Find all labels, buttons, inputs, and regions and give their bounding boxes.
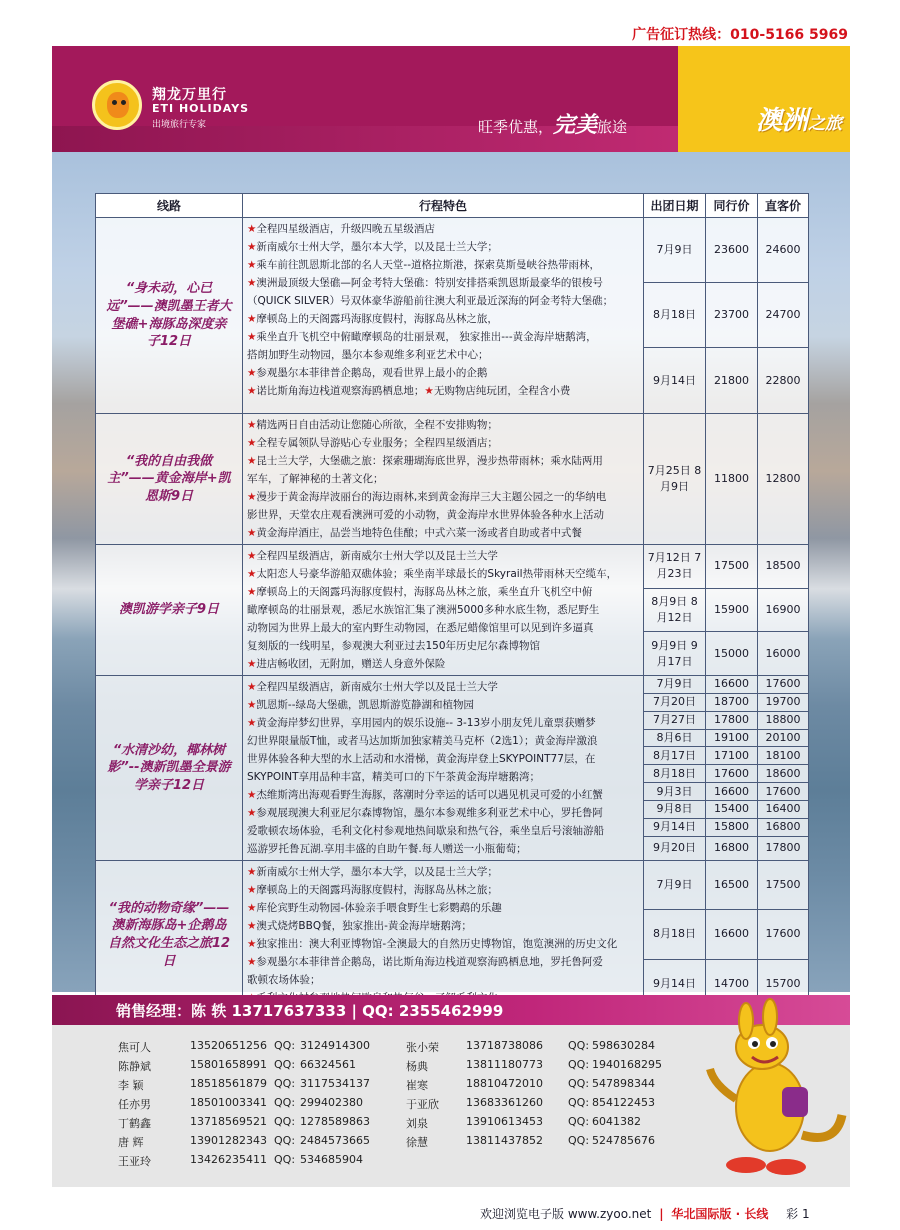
contact-phone: 15801658991 (190, 1058, 267, 1071)
contact-qq: 547898344 (592, 1077, 655, 1090)
feature-line: （QUICK SILVER）号双体豪华游船前往澳大利亚最近深海的阿金考特大堡礁； (247, 295, 614, 307)
contact-qq-label: QQ: (274, 1058, 296, 1071)
route-name: “水清沙幼，椰林树影”--澳新凯墨全景游学亲子12日 (96, 676, 243, 861)
direct-price: 16000 (758, 632, 809, 676)
table-row (96, 545, 809, 589)
route-name: 澳凯游学亲子9日 (96, 545, 243, 676)
header-direct-price: 直客价 (758, 194, 809, 218)
direct-price: 22800 (758, 348, 809, 414)
slogan-post: 旅途 (597, 118, 628, 136)
direct-price: 12800 (758, 414, 809, 545)
feature-line: ★昆士兰大学，大堡礁之旅：探索珊瑚海底世界，漫步热带雨林；乘水陆两用 (247, 455, 603, 467)
peer-price: 19100 (706, 729, 758, 747)
contact-qq: 524785676 (592, 1134, 655, 1147)
header-date: 出团日期 (644, 194, 706, 218)
contact-phone: 18501003341 (190, 1096, 267, 1109)
peer-price: 15900 (706, 588, 758, 632)
route-features (243, 545, 644, 676)
table-row (96, 218, 809, 283)
contact-name: 徐慧 (406, 1136, 428, 1149)
feature-line: ★参观墨尔本菲律普企鹅岛，观看世界上最小的企鹅 (247, 367, 488, 379)
slogan-big: 完美 (553, 113, 598, 138)
direct-price: 18100 (758, 747, 809, 765)
contact-qq-label: QQ: (568, 1134, 590, 1147)
departure-date: 9月3日 (644, 783, 706, 801)
ad-hotline: 广告征订热线：010-5166 5969 (632, 27, 848, 43)
direct-price: 17800 (758, 836, 809, 860)
feature-line: 军车，了解神秘的土著文化； (247, 473, 384, 485)
direct-price: 16900 (758, 588, 809, 632)
route-features (243, 676, 644, 861)
departure-date: 8月18日 (644, 283, 706, 348)
feature-line: 瞰摩顿岛的壮丽景观，悉尼水族馆汇集了澳洲5000多种水底生物，悉尼野生 (247, 604, 600, 616)
direct-price: 16800 (758, 818, 809, 836)
feature-line: ★杰维斯湾出海观看野生海豚，落潮时分幸运的话可以遇见机灵可爱的小红蟹 (247, 789, 603, 801)
feature-line: ★澳洲最顶级大堡礁—阿金考特大堡礁：特别安排搭乘凯恩斯最豪华的银梭号 (247, 277, 603, 289)
direct-price: 16400 (758, 801, 809, 819)
peer-price: 15800 (706, 818, 758, 836)
feature-line: ★诺比斯角海边栈道观察海鸥栖息地；★无购物店纯玩团，全程含小费 (247, 385, 571, 397)
table-header-row (96, 194, 809, 218)
direct-price: 24700 (758, 283, 809, 348)
contact-name: 唐 辉 (118, 1136, 144, 1149)
direct-price: 18800 (758, 711, 809, 729)
feature-line: ★漫步于黄金海岸波丽台的海边雨林,来到黄金海岸三大主题公园之一的华纳电 (247, 491, 607, 503)
feature-line: ★乘车前往凯恩斯北部的名人天堂--道格拉斯港，探索莫斯曼峡谷热带雨林， (247, 259, 600, 271)
peer-price: 16800 (706, 836, 758, 860)
feature-line: 动物园为世界上最大的室内野生动物园，在悉尼蜡像馆里可以见到许多逼真 (247, 622, 594, 634)
contact-name: 任亦男 (118, 1098, 151, 1111)
feature-line: 歌顿农场体验； (247, 974, 321, 986)
peer-price: 17800 (706, 711, 758, 729)
contact-phone: 13718738086 (466, 1039, 543, 1052)
contact-name: 陈静斌 (118, 1060, 151, 1073)
footer-browse: 欢迎浏览电子版 www.zyoo.net (480, 1207, 652, 1221)
peer-price: 17100 (706, 747, 758, 765)
contact-qq-label: QQ: (274, 1039, 296, 1052)
contact-qq-label: QQ: (274, 1115, 296, 1128)
contact-phone: 18810472010 (466, 1077, 543, 1090)
contact-qq: 1940168295 (592, 1058, 662, 1071)
peer-price: 16600 (706, 676, 758, 694)
direct-price: 20100 (758, 729, 809, 747)
peer-price: 21800 (706, 348, 758, 414)
brand-name-cn: 翔龙万里行 (152, 87, 227, 103)
feature-line: 搭朗加野生动物园，墨尔本参观维多利亚艺术中心； (247, 349, 489, 361)
feature-line: ★全程四星级酒店，升级四晚五星级酒店 (247, 223, 435, 235)
feature-line: 爱歌顿农场体验，毛利文化村参观地热间歇泉和热气谷，乘坐皇后号滚轴游船 (247, 825, 604, 837)
header-features: 行程特色 (243, 194, 644, 218)
contact-qq: 6041382 (592, 1115, 641, 1128)
departure-date: 7月9日 (644, 218, 706, 283)
header-peer-price: 同行价 (706, 194, 758, 218)
contact-name: 王亚玲 (118, 1155, 151, 1168)
departure-date: 8月9日 8月12日 (644, 588, 706, 632)
departure-date: 7月9日 (644, 861, 706, 910)
departure-date: 8月18日 (644, 910, 706, 959)
feature-line: ★太阳恋人号豪华游船双礁体验；乘坐南半球最长的Skyrail热带雨林天空缆车， (247, 568, 618, 580)
contact-name: 崔寒 (406, 1079, 428, 1092)
slogan (478, 108, 627, 139)
feature-line: ★全程四星级酒店，新南威尔士州大学以及昆士兰大学 (247, 681, 498, 693)
peer-price: 15400 (706, 801, 758, 819)
feature-line: ★全程四星级酒店，新南威尔士州大学以及昆士兰大学 (247, 550, 498, 562)
feature-line: ★黄金海岸酒庄，品尝当地特色佳酿；中式六菜一汤或者自助或者中式餐 (247, 527, 582, 539)
kangaroo-mascot-icon (674, 995, 850, 1187)
feature-line: ★库伦宾野生动物园-体验亲手喂食野生七彩鹦鹉的乐趣 (247, 902, 502, 914)
contact-qq: 534685904 (300, 1153, 363, 1166)
feature-line: ★新南威尔士州大学，墨尔本大学，以及昆士兰大学； (247, 241, 498, 253)
contact-name: 李 颖 (118, 1079, 144, 1092)
contact-qq: 3124914300 (300, 1039, 370, 1052)
footer-edition: 华北国际版 · 长线 (671, 1207, 769, 1221)
departure-date: 8月18日 (644, 765, 706, 783)
direct-price: 24600 (758, 218, 809, 283)
direct-price: 17600 (758, 910, 809, 959)
trip-title-main: 澳洲 (755, 106, 808, 136)
brand-name-en: ETI HOLIDAYS (152, 102, 250, 115)
departure-date: 7月25日 8月9日 (644, 414, 706, 545)
feature-line: 世界体验各种大型的水上活动和水滑梯，黄金海岸登上SKYPOINT77层，在 (247, 753, 596, 765)
contact-phone: 13811437852 (466, 1134, 543, 1147)
contact-qq-label: QQ: (568, 1096, 590, 1109)
contact-qq-label: QQ: (568, 1039, 590, 1052)
feature-line: ★摩顿岛上的天阁露玛海豚度假村，海豚岛丛林之旅，乘坐直升飞机空中俯 (247, 586, 593, 598)
feature-line: ★澳式烧烤BBQ餐，独家推出-黄金海岸塘鹅湾； (247, 920, 472, 932)
peer-price: 18700 (706, 693, 758, 711)
feature-line: ★参观展现澳大利亚尼尔森博物馆，墨尔本参观维多利亚艺术中心，罗托鲁阿 (247, 807, 603, 819)
contact-phone: 13811180773 (466, 1058, 543, 1071)
contact-qq-label: QQ: (274, 1134, 296, 1147)
trip-title (756, 100, 842, 137)
contact-qq: 2484573665 (300, 1134, 370, 1147)
contact-qq-label: QQ: (274, 1153, 296, 1166)
itinerary-table (95, 193, 809, 1010)
contact-qq-label: QQ: (274, 1096, 296, 1109)
feature-line: ★参观墨尔本菲律普企鹅岛，诺比斯角海边栈道观察海鸥栖息地，罗托鲁阿爱 (247, 956, 603, 968)
departure-date: 8月6日 (644, 729, 706, 747)
contact-phone: 13520651256 (190, 1039, 267, 1052)
departure-date: 9月14日 (644, 959, 706, 1009)
table-row (96, 861, 809, 910)
feature-line: ★摩顿岛上的天阁露玛海豚度假村，海豚岛丛林之旅； (247, 884, 498, 896)
route-name: “身未动，心已远”——澳凯墨王者大堡礁+海豚岛深度亲子12日 (96, 218, 243, 414)
contact-name: 丁鹤鑫 (118, 1117, 151, 1130)
contact-name: 刘泉 (406, 1117, 428, 1130)
departure-date: 9月14日 (644, 348, 706, 414)
footer (480, 1205, 810, 1222)
feature-line: 巡游罗托鲁瓦湖.享用丰盛的自助午餐.每人赠送一小瓶葡萄； (247, 843, 527, 855)
departure-date: 9月20日 (644, 836, 706, 860)
route-features (243, 414, 644, 545)
contact-qq-label: QQ: (568, 1115, 590, 1128)
route-name: “我的自由我做主”——黄金海岸+凯恩斯9日 (96, 414, 243, 545)
direct-price: 17600 (758, 783, 809, 801)
feature-line: ★摩顿岛上的天阁露玛海豚度假村，海豚岛丛林之旅， (247, 313, 498, 325)
contact-qq-label: QQ: (568, 1077, 590, 1090)
departure-date: 9月8日 (644, 801, 706, 819)
trip-title-suffix: 之旅 (808, 114, 842, 134)
feature-line: ★精选两日自由活动让您随心所欲，全程不安排购物； (247, 419, 498, 431)
peer-price: 17600 (706, 765, 758, 783)
route-features (243, 218, 644, 414)
direct-price: 18500 (758, 545, 809, 589)
peer-price: 11800 (706, 414, 758, 545)
peer-price: 17500 (706, 545, 758, 589)
feature-line: 复刻版的一线明星，参观澳大利亚过去150年历史尼尔森博物馆 (247, 640, 541, 652)
contact-phone: 13901282343 (190, 1134, 267, 1147)
direct-price: 17600 (758, 676, 809, 694)
direct-price: 19700 (758, 693, 809, 711)
feature-line: ★乘坐直升飞机空中俯瞰摩顿岛的壮丽景观， 独家推出---黄金海岸塘鹅湾， (247, 331, 597, 343)
feature-line: ★全程专属领队导游贴心专业服务；全程四星级酒店； (247, 437, 498, 449)
contact-qq: 66324561 (300, 1058, 356, 1071)
peer-price: 23700 (706, 283, 758, 348)
peer-price: 23600 (706, 218, 758, 283)
departure-date: 7月27日 (644, 711, 706, 729)
contact-qq: 3117534137 (300, 1077, 370, 1090)
direct-price: 18600 (758, 765, 809, 783)
header-route: 线路 (96, 194, 243, 218)
departure-date: 7月20日 (644, 693, 706, 711)
feature-line: SKYPOINT享用品种丰富，精美可口的下午茶黄金海岸塘鹅湾； (247, 771, 541, 783)
peer-price: 16600 (706, 783, 758, 801)
contact-name: 张小荣 (406, 1041, 439, 1054)
table-row (96, 676, 809, 694)
footer-page: 彩 1 (786, 1207, 810, 1221)
kangaroo-logo-icon (92, 80, 142, 130)
peer-price: 14700 (706, 959, 758, 1009)
departure-date: 9月14日 (644, 818, 706, 836)
feature-line: ★黄金海岸梦幻世界，享用园内的娱乐设施-- 3-13岁小朋友凭儿童票获赠梦 (247, 717, 596, 729)
contact-phone: 13426235411 (190, 1153, 267, 1166)
feature-line: ★进店畅收团，无附加，赠送人身意外保险 (247, 658, 446, 670)
feature-line: 幻世界限量版T恤，或者马达加斯加独家精美马克杯（2选1）；黄金海岸激浪 (247, 735, 598, 747)
feature-line: ★凯恩斯--绿岛大堡礁，凯恩斯游览静湖和植物园 (247, 699, 474, 711)
contact-qq: 299402380 (300, 1096, 363, 1109)
peer-price: 16600 (706, 910, 758, 959)
feature-line: ★独家推出：澳大利亚博物馆-全澳最大的自然历史博物馆，饱览澳洲的历史文化 (247, 938, 618, 950)
contact-name: 于亚欣 (406, 1098, 439, 1111)
contact-phone: 13718569521 (190, 1115, 267, 1128)
feature-line: 影世界，天堂农庄观看澳洲可爱的小动物，黄金海岸水世界体验各种水上活动 (247, 509, 604, 521)
contact-qq: 854122453 (592, 1096, 655, 1109)
sales-manager-bar: 销售经理：陈 轶 13717637333 | QQ: 2355462999 (52, 995, 850, 1025)
route-features (243, 861, 644, 1010)
contact-name: 焦可人 (118, 1041, 151, 1054)
departure-date: 7月12日 7月23日 (644, 545, 706, 589)
contact-qq-label: QQ: (568, 1058, 590, 1071)
footer-separator: | (659, 1207, 664, 1221)
peer-price: 15000 (706, 632, 758, 676)
departure-date: 9月9日 9月17日 (644, 632, 706, 676)
direct-price: 15700 (758, 959, 809, 1009)
feature-line: ★新南威尔士州大学，墨尔本大学，以及昆士兰大学； (247, 866, 498, 878)
top-bar (0, 0, 900, 46)
table-row (96, 414, 809, 545)
contact-name: 杨典 (406, 1060, 428, 1073)
contact-qq: 1278589863 (300, 1115, 370, 1128)
route-name: “我的动物奇缘”——澳新海豚岛+企鹅岛自然文化生态之旅12日 (96, 861, 243, 1010)
header-banner (52, 46, 850, 152)
contact-phone: 13910613453 (466, 1115, 543, 1128)
departure-date: 7月9日 (644, 676, 706, 694)
slogan-pre: 旺季优惠， (478, 118, 554, 136)
contact-phone: 13683361260 (466, 1096, 543, 1109)
contact-phone: 18518561879 (190, 1077, 267, 1090)
peer-price: 16500 (706, 861, 758, 910)
direct-price: 17500 (758, 861, 809, 910)
brand-subtitle: 出境旅行专家 (152, 120, 207, 130)
contact-qq: 598630284 (592, 1039, 655, 1052)
contact-qq-label: QQ: (274, 1077, 296, 1090)
departure-date: 8月17日 (644, 747, 706, 765)
